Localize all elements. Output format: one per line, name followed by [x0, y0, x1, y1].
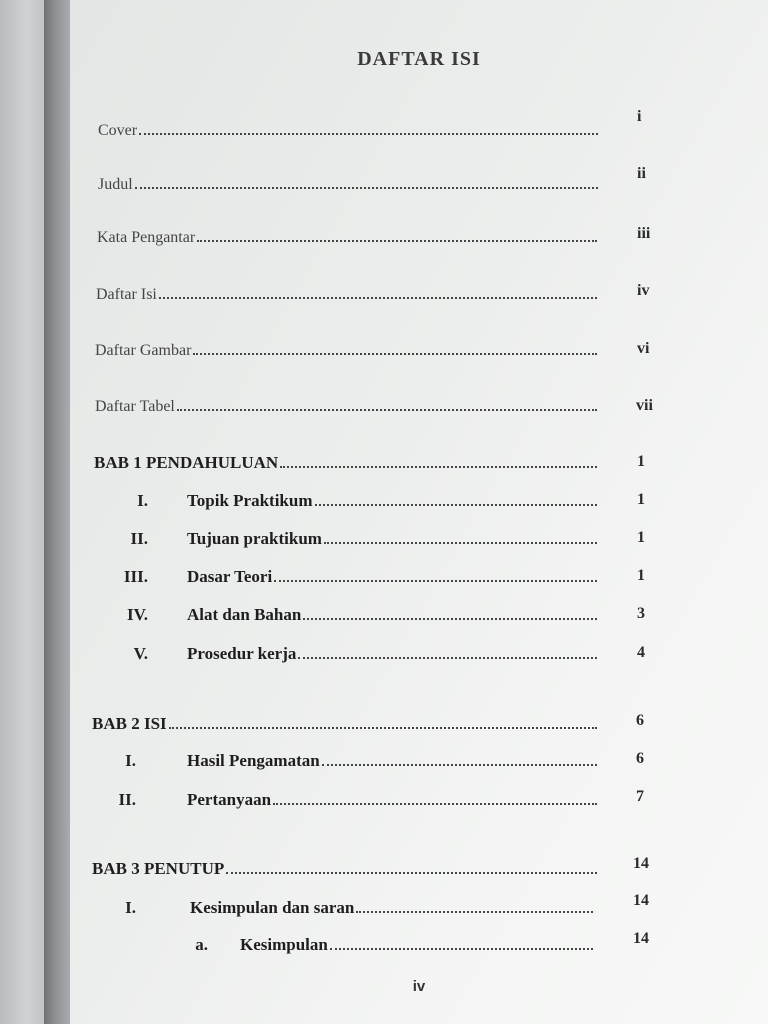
toc-entry-kata-pengantar — [97, 229, 597, 247]
book-spine-edge — [0, 0, 44, 1024]
dot-leader — [330, 948, 593, 950]
dot-leader — [169, 727, 597, 729]
chapter-page: 1 — [637, 453, 645, 470]
section-page: 1 — [637, 491, 645, 508]
dot-leader — [197, 240, 597, 242]
section-label: Dasar Teori — [187, 567, 273, 586]
toc-entry-label: Daftar Tabel — [95, 398, 175, 415]
dot-leader — [280, 466, 597, 468]
section-page: 6 — [636, 750, 644, 767]
section-label: Tujuan praktikum — [187, 529, 322, 548]
dot-leader — [298, 657, 597, 659]
section-number: V. — [133, 644, 148, 663]
section-label: Kesimpulan dan saran — [190, 898, 355, 917]
section-number: II. — [130, 529, 148, 548]
section-page: 1 — [637, 529, 645, 546]
toc-section — [187, 529, 597, 549]
dot-leader — [135, 187, 598, 189]
toc-entry-page: iii — [637, 225, 651, 242]
section-number: II. — [118, 790, 136, 809]
section-number: I. — [125, 751, 136, 770]
section-label: Topik Praktikum — [187, 491, 313, 510]
toc-entry-daftar-gambar — [95, 342, 597, 360]
subsection-page: 14 — [633, 930, 649, 947]
dot-leader — [322, 764, 597, 766]
toc-entry-label: Cover — [98, 122, 138, 139]
toc-section — [187, 644, 597, 664]
dot-leader — [226, 872, 597, 874]
toc-entry-label: Judul — [98, 176, 133, 193]
section-page: 1 — [637, 567, 645, 584]
section-page: 3 — [637, 605, 645, 622]
chapter-page: 6 — [636, 712, 644, 729]
toc-subsection — [240, 935, 593, 955]
toc-chapter-bab2 — [92, 714, 597, 734]
dot-leader — [177, 409, 597, 411]
toc-entry-label: Daftar Isi — [96, 286, 157, 303]
toc-chapter-bab3 — [92, 859, 597, 879]
chapter-page: 14 — [633, 855, 649, 872]
dot-leader — [139, 133, 598, 135]
section-label: Hasil Pengamatan — [187, 751, 320, 770]
dot-leader — [356, 911, 593, 913]
toc-section — [187, 567, 597, 587]
toc-section — [187, 605, 597, 625]
section-page: 14 — [633, 892, 649, 909]
subsection-label: Kesimpulan — [240, 935, 328, 954]
section-label: Prosedur kerja — [187, 644, 297, 663]
toc-chapter-bab1 — [94, 453, 597, 473]
section-page: 4 — [637, 644, 645, 661]
chapter-label: BAB 2 ISI — [92, 714, 167, 733]
toc-entry-judul — [98, 176, 598, 194]
toc-entry-page: vii — [636, 397, 653, 414]
dot-leader — [315, 504, 598, 506]
dot-leader — [273, 803, 597, 805]
document-page — [70, 0, 768, 1024]
chapter-label: BAB 1 PENDAHULUAN — [94, 453, 279, 472]
book-binding-shadow — [44, 0, 70, 1024]
section-label: Alat dan Bahan — [187, 605, 302, 624]
dot-leader — [303, 618, 597, 620]
section-number: I. — [125, 898, 136, 917]
section-label: Pertanyaan — [187, 790, 272, 809]
dot-leader — [324, 542, 597, 544]
toc-entry-cover — [98, 122, 598, 140]
section-number: I. — [137, 491, 148, 510]
toc-entry-daftar-isi — [96, 286, 597, 304]
page-number-footer: iv — [412, 978, 426, 995]
toc-entry-label: Kata Pengantar — [97, 229, 196, 246]
toc-section — [187, 491, 597, 511]
toc-section — [187, 751, 597, 771]
chapter-label: BAB 3 PENUTUP — [92, 859, 225, 878]
dot-leader — [193, 353, 597, 355]
page-title: DAFTAR ISI — [357, 48, 481, 70]
section-number: III. — [123, 567, 148, 586]
dot-leader — [274, 580, 597, 582]
toc-entry-label: Daftar Gambar — [95, 342, 192, 359]
toc-entry-daftar-tabel — [95, 398, 597, 416]
toc-entry-page: ii — [637, 165, 646, 182]
toc-entry-page: i — [637, 108, 642, 125]
section-page: 7 — [636, 788, 644, 805]
toc-section — [187, 790, 597, 810]
dot-leader — [159, 297, 597, 299]
section-number: IV. — [127, 605, 148, 624]
toc-entry-page: vi — [637, 340, 650, 357]
subsection-number: a. — [195, 935, 208, 954]
toc-section — [190, 898, 593, 918]
toc-entry-page: iv — [637, 282, 650, 299]
